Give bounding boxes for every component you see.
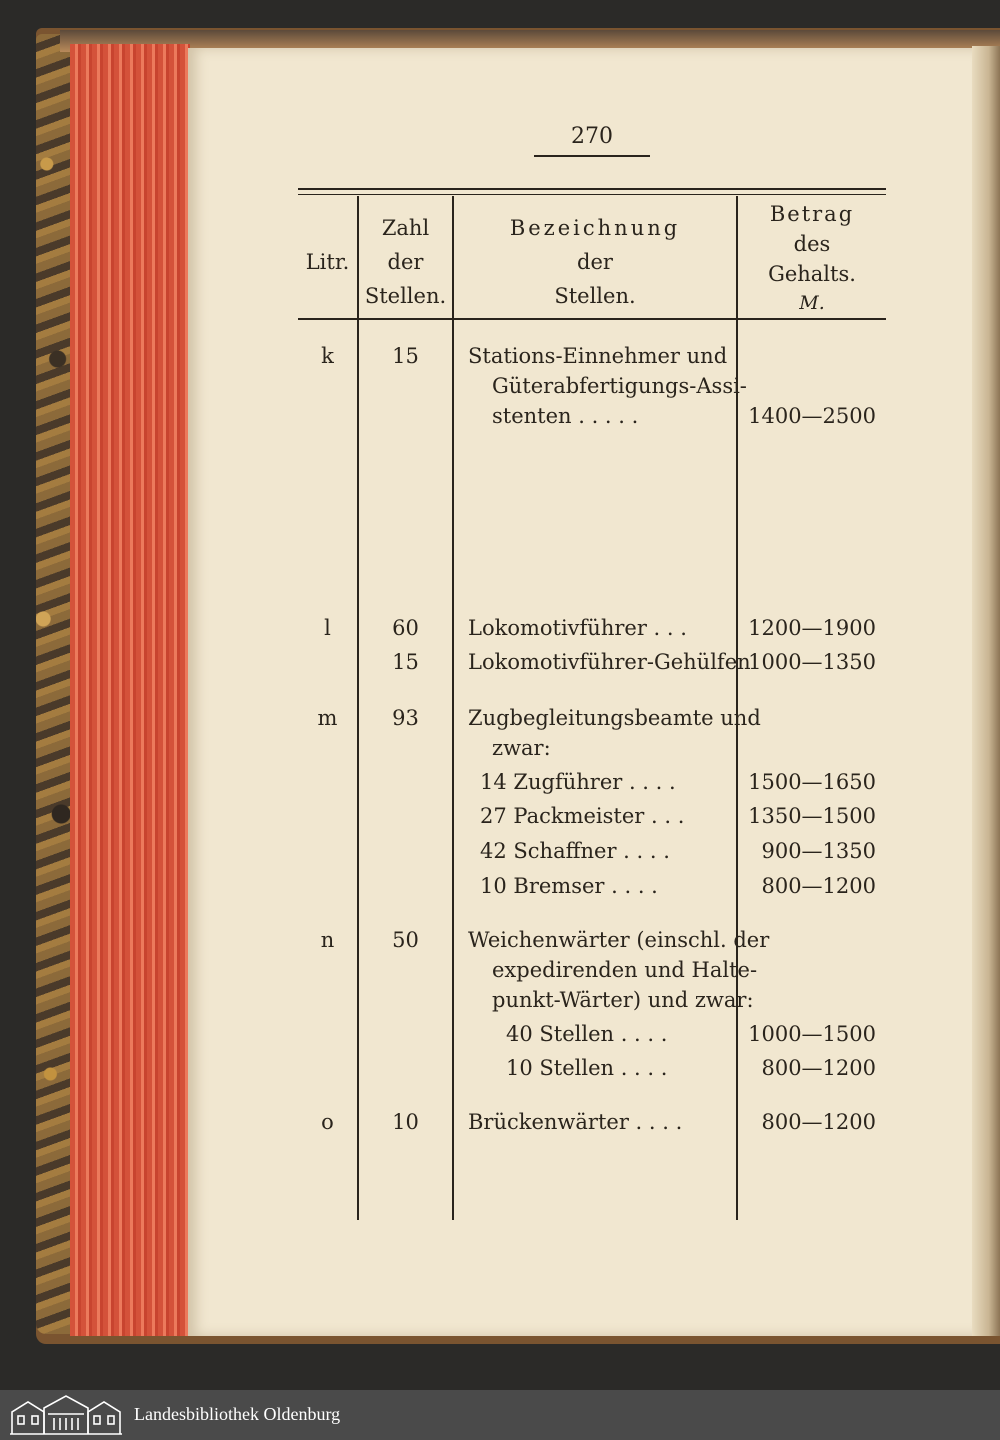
row-betrag: 1000—1500 [748, 1022, 876, 1046]
row-bezeichnung: Stations-Einnehmer und [468, 344, 728, 368]
row-bezeichnung: Lokomotivführer . . . [468, 616, 687, 640]
page-number-rule [534, 155, 650, 157]
table-top-rule [298, 188, 886, 190]
library-building-icon [8, 1394, 124, 1436]
row-bezeichnung: Zugbegleitungsbeamte und [468, 706, 761, 730]
row-bezeichnung: 27 Packmeister . . . [480, 804, 685, 828]
header-zahl: Stellen. [364, 284, 447, 308]
red-page-edges [70, 44, 190, 1336]
row-litr: n [320, 928, 335, 952]
row-bezeichnung: Güterabfertigungs-Assi- [492, 374, 747, 398]
row-zahl: 93 [392, 706, 419, 730]
header-bezeichnung: Stellen. [554, 284, 636, 308]
page-number: 270 [571, 124, 613, 149]
row-zahl: 60 [392, 616, 419, 640]
header-betrag: Gehalts. [768, 262, 856, 286]
row-betrag: 1350—1500 [748, 804, 876, 828]
header-bezeichnung: der [577, 250, 613, 274]
row-bezeichnung: 10 Stellen . . . . [506, 1056, 668, 1080]
row-bezeichnung: 40 Stellen . . . . [506, 1022, 668, 1046]
column-divider [452, 196, 454, 1220]
row-litr: l [324, 616, 331, 640]
row-bezeichnung: stenten . . . . . [492, 404, 639, 428]
row-bezeichnung: Weichenwärter (einschl. der [468, 928, 770, 952]
row-bezeichnung: 10 Bremser . . . . [480, 874, 658, 898]
header-zahl: Zahl [381, 216, 430, 240]
row-litr: k [321, 344, 334, 368]
row-zahl: 10 [392, 1110, 419, 1134]
row-betrag: 800—1200 [761, 874, 876, 898]
footer-library-name: Landesbibliothek Oldenburg [134, 1404, 341, 1424]
row-betrag: 1400—2500 [748, 404, 876, 428]
row-betrag: 1200—1900 [748, 616, 876, 640]
row-betrag: 900—1350 [761, 839, 876, 863]
table-header-rule [298, 318, 886, 320]
row-bezeichnung: punkt-Wärter) und zwar: [492, 988, 754, 1012]
row-bezeichnung: 42 Schaffner . . . . [480, 839, 670, 863]
row-betrag: 1000—1350 [748, 650, 876, 674]
header-bezeichnung: Bezeichnung [509, 216, 681, 240]
row-bezeichnung: Brückenwärter . . . . [468, 1110, 683, 1134]
marbled-cover-edge [36, 34, 72, 1334]
header-betrag-unit: M. [799, 292, 825, 314]
row-bezeichnung: expedirenden und Halte- [492, 958, 758, 982]
row-bezeichnung: zwar: [492, 736, 551, 760]
header-betrag: Betrag [769, 202, 855, 226]
row-zahl: 50 [392, 928, 419, 952]
header-betrag: des [793, 232, 831, 256]
table-top-rule-thin [298, 194, 886, 195]
row-betrag: 800—1200 [761, 1056, 876, 1080]
header-litr: Litr. [305, 250, 350, 274]
row-bezeichnung: Lokomotivführer-Gehülfen [468, 650, 751, 674]
row-litr: o [321, 1110, 334, 1134]
row-bezeichnung: 14 Zugführer . . . . [480, 770, 676, 794]
row-zahl: 15 [392, 650, 419, 674]
row-betrag: 800—1200 [761, 1110, 876, 1134]
header-zahl: der [387, 250, 424, 274]
row-zahl: 15 [392, 344, 419, 368]
row-betrag: 1500—1650 [748, 770, 876, 794]
row-litr: m [317, 706, 338, 730]
page-gutter [972, 46, 1000, 1336]
